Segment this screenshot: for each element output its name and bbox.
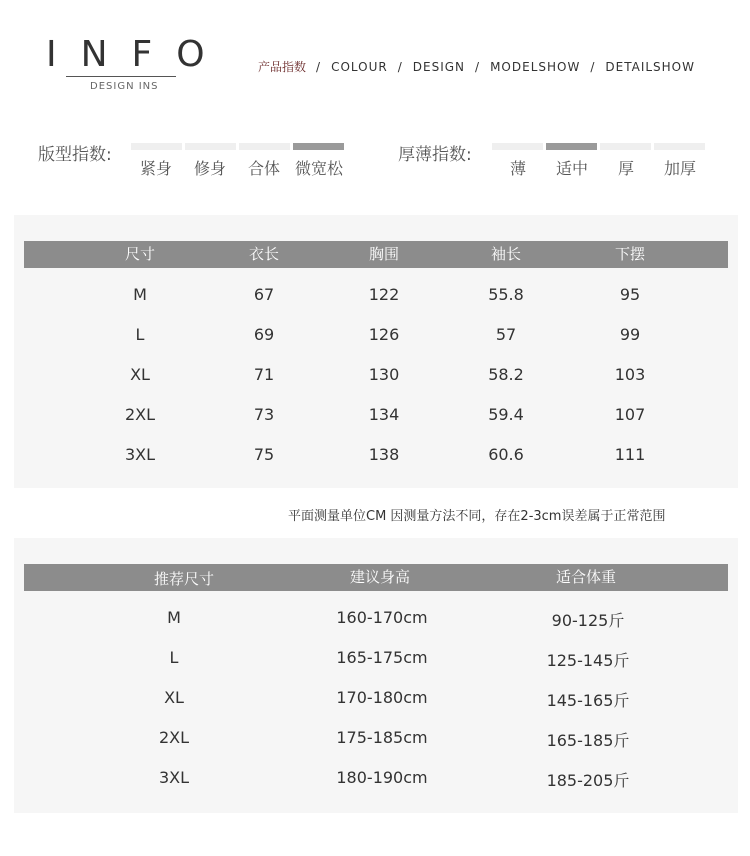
recommend-cell: 2XL [158, 728, 190, 747]
size-table [14, 215, 738, 488]
size-cell: 55.8 [488, 285, 524, 304]
size-header-cell: 下摆 [614, 245, 645, 263]
recommend-cell: M [167, 608, 181, 627]
size-cell: 138 [368, 445, 400, 464]
info-subtitle: DESIGN INS [90, 81, 159, 92]
size-cell: L [135, 325, 145, 344]
recommend-header-cell: 适合体重 [555, 568, 616, 586]
recommend-cell: 3XL [158, 768, 190, 787]
fit-option: 微宽松 [294, 159, 343, 178]
size-header-cell: 袖长 [490, 245, 521, 263]
size-header-cell: 衣长 [248, 245, 279, 263]
fit-index-bar [185, 143, 236, 150]
thickness-option: 薄 [509, 159, 526, 178]
fit-index-bar [131, 143, 182, 150]
fit-index-bar [239, 143, 290, 150]
thickness-index-bar-selected [546, 143, 597, 150]
nav-item-product-index[interactable]: 产品指数 [258, 60, 307, 74]
thickness-option: 适中 [555, 159, 588, 178]
fit-option: 修身 [193, 159, 226, 178]
recommend-header-cell: 推荐尺寸 [153, 570, 214, 588]
nav-item-design[interactable]: DESIGN [412, 59, 466, 74]
recommend-cell: 145-165斤 [546, 691, 630, 710]
recommend-header-cell: 建议身高 [349, 568, 410, 586]
recommend-cell: L [169, 648, 179, 667]
size-cell: 73 [253, 405, 275, 424]
size-cell: 69 [253, 325, 275, 344]
section-nav [258, 58, 695, 75]
nav-item-detailshow[interactable]: DETAILSHOW [605, 59, 695, 74]
fit-option: 紧身 [139, 159, 172, 178]
thickness-index-bar [654, 143, 705, 150]
size-cell: 130 [368, 365, 400, 384]
fit-option: 合体 [247, 159, 280, 178]
recommend-cell: XL [164, 688, 184, 707]
nav-item-colour[interactable]: COLOUR [331, 59, 388, 74]
size-cell: M [133, 285, 147, 304]
recommend-cell: 90-125斤 [551, 611, 625, 630]
size-cell: 103 [614, 365, 646, 384]
thickness-index-bar [492, 143, 543, 150]
thickness-option: 加厚 [663, 159, 696, 178]
nav-separator: / [475, 59, 481, 74]
recommend-cell: 170-180cm [336, 688, 428, 707]
size-cell: 58.2 [488, 365, 524, 384]
size-cell: 71 [253, 365, 275, 384]
size-cell: 60.6 [488, 445, 524, 464]
size-cell: 75 [253, 445, 275, 464]
thickness-index-bar [600, 143, 651, 150]
recommend-cell: 165-185斤 [546, 731, 630, 750]
recommend-cell: 160-170cm [336, 608, 428, 627]
recommend-cell: 165-175cm [336, 648, 428, 667]
size-cell: 107 [614, 405, 646, 424]
size-cell: 111 [614, 445, 646, 464]
recommend-table [14, 538, 738, 813]
size-cell: 122 [368, 285, 400, 304]
measurement-note: 平面测量单位CM 因测量方法不同，存在2-3cm误差属于正常范围 [288, 509, 666, 524]
size-cell: 99 [619, 325, 641, 344]
size-cell: 59.4 [488, 405, 524, 424]
size-cell: 2XL [124, 405, 156, 424]
nav-separator: / [397, 59, 403, 74]
size-cell: XL [130, 365, 150, 384]
fit-index-bar-selected [293, 143, 344, 150]
size-cell: 3XL [124, 445, 156, 464]
size-header-cell: 胸围 [368, 245, 399, 263]
recommend-cell: 185-205斤 [546, 771, 630, 790]
size-header-cell: 尺寸 [124, 245, 155, 263]
nav-separator: / [590, 59, 596, 74]
recommend-cell: 180-190cm [336, 768, 428, 787]
size-cell: 95 [619, 285, 641, 304]
size-cell: 57 [495, 325, 517, 344]
size-cell: 67 [253, 285, 275, 304]
fit-index-label: 版型指数: [38, 145, 112, 165]
size-cell: 126 [368, 325, 400, 344]
title-underline [66, 76, 176, 77]
recommend-cell: 175-185cm [336, 728, 428, 747]
thickness-option: 厚 [617, 159, 634, 178]
info-title: INFO [46, 34, 229, 75]
size-cell: 134 [368, 405, 400, 424]
nav-item-modelshow[interactable]: MODELSHOW [490, 59, 581, 74]
nav-separator: / [316, 59, 322, 74]
recommend-cell: 125-145斤 [546, 651, 630, 670]
recommend-table-header [24, 564, 728, 591]
size-table-header [24, 241, 728, 268]
thickness-index-label: 厚薄指数: [398, 145, 472, 165]
